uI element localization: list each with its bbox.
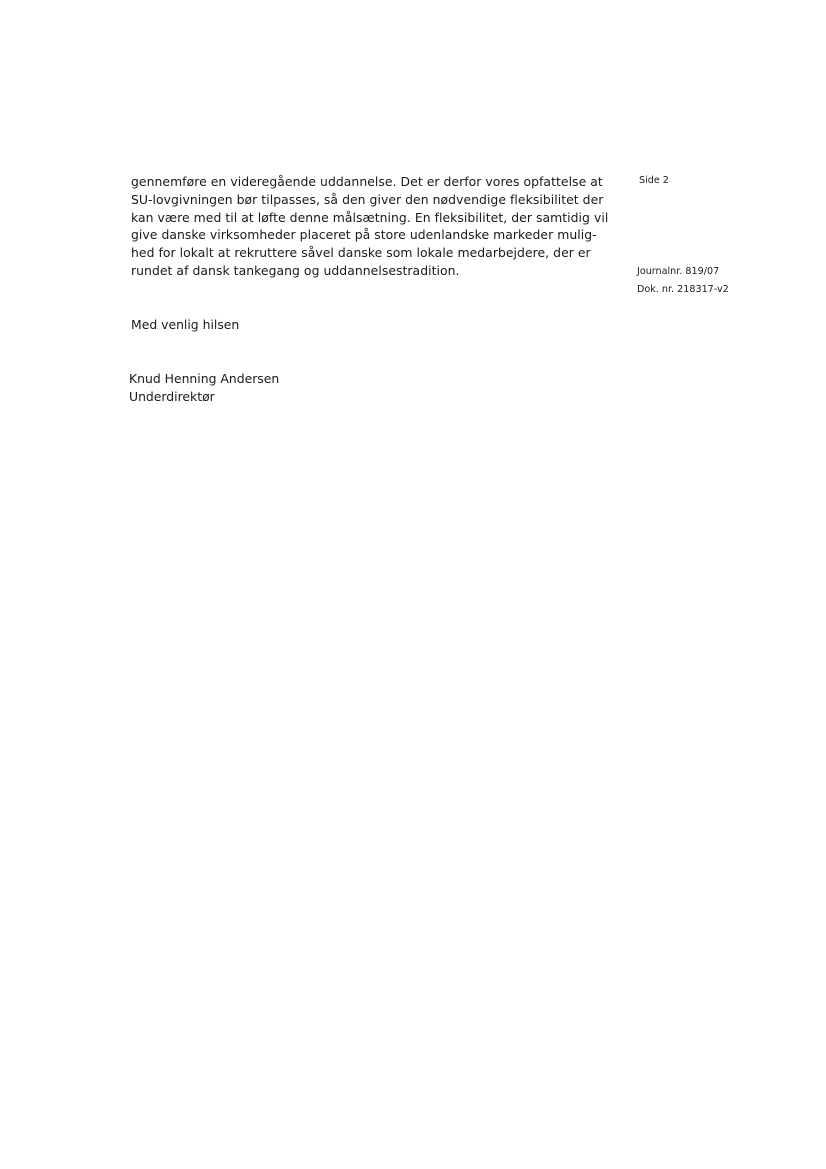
journal-number: Journalnr. 819/07 bbox=[637, 266, 720, 277]
closing-salutation: Med venlig hilsen bbox=[131, 317, 240, 332]
page-number: Side 2 bbox=[639, 175, 669, 186]
document-number: Dok. nr. 218317-v2 bbox=[637, 284, 729, 295]
body-line: SU-lovgivningen bør tilpasses, så den giver den nødvendige fleksibilitet der bbox=[131, 191, 604, 207]
body-line: rundet af dansk tankegang og uddannelsestradition. bbox=[131, 262, 460, 278]
signature-block bbox=[129, 370, 279, 405]
body-line: hed for lokalt at rekruttere såvel danske som lokale medarbejdere, der er bbox=[131, 245, 591, 261]
signatory-title: Underdirektør bbox=[129, 388, 215, 404]
body-line: gennemføre en videregående uddannelse. Det er derfor vores opfattelse at bbox=[131, 174, 603, 189]
signatory-name: Knud Henning Andersen bbox=[129, 371, 280, 386]
body-line: give danske virksomheder placeret på store udenlandske markeder mulig- bbox=[131, 227, 597, 243]
document-metadata bbox=[637, 263, 729, 299]
body-line: kan være med til at løfte denne målsætning. En fleksibilitet, der samtidig vil bbox=[131, 209, 609, 225]
body-paragraph bbox=[131, 173, 611, 280]
